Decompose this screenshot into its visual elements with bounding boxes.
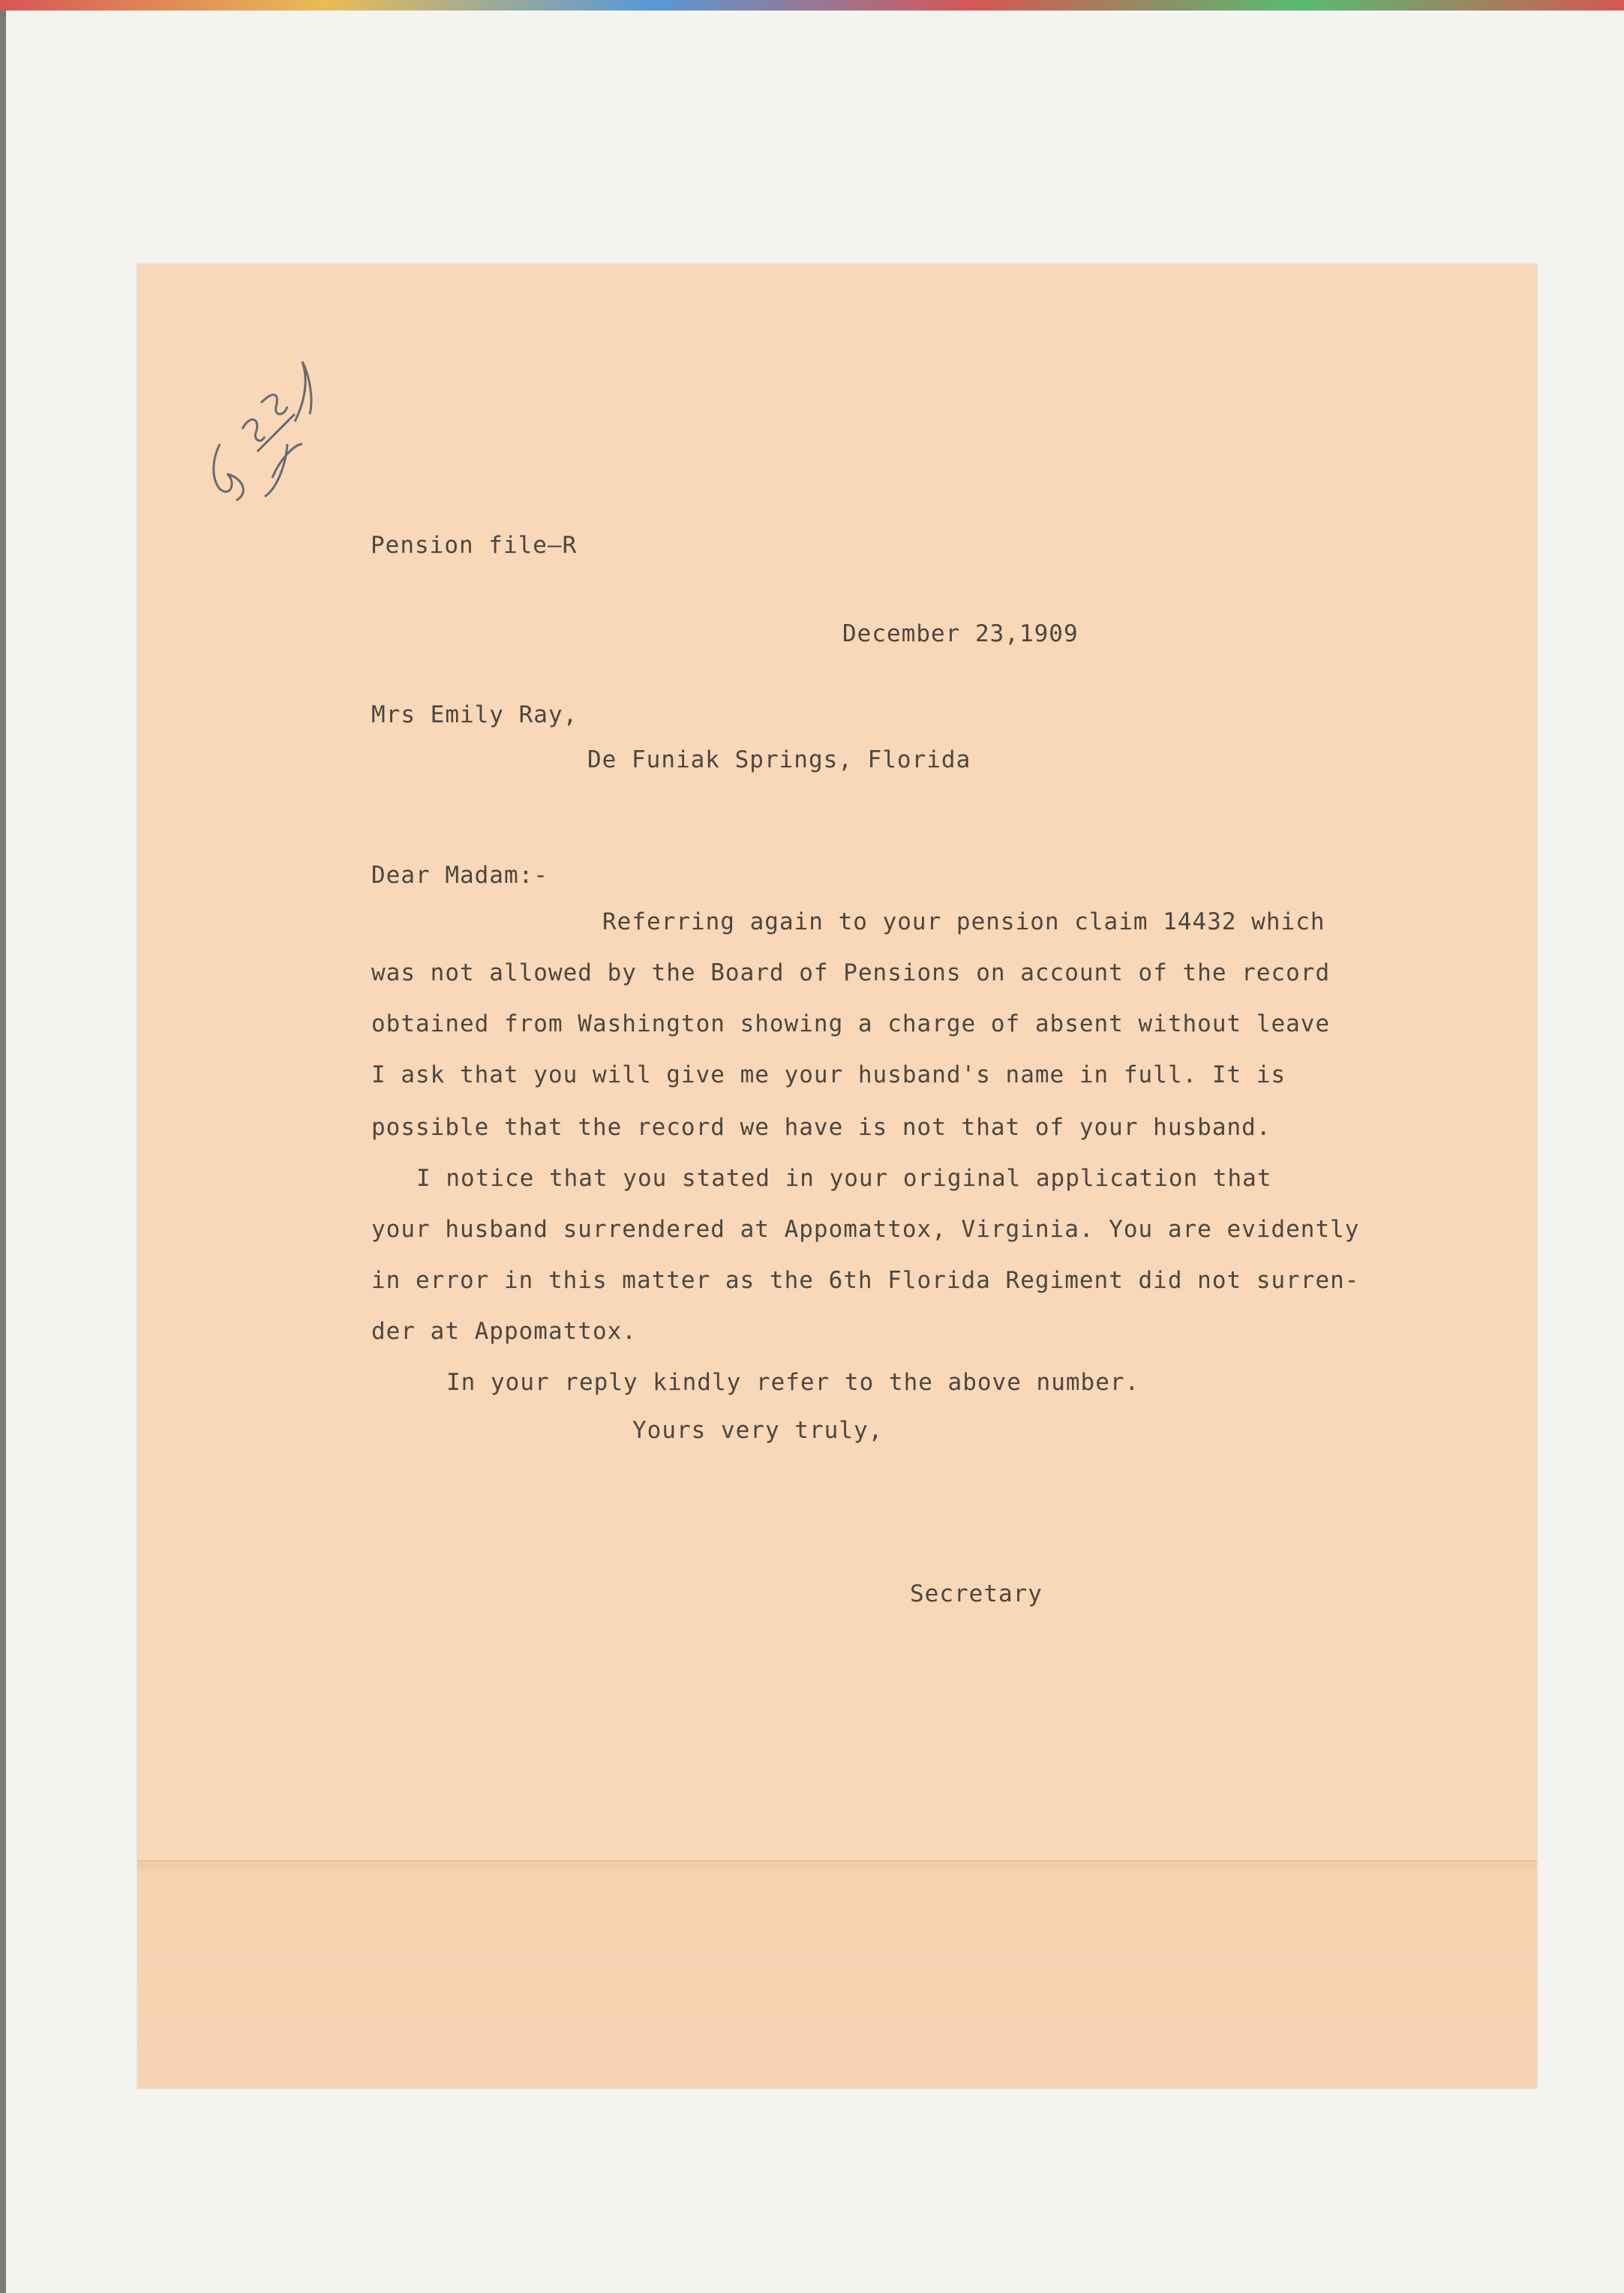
letter-date: December 23,1909 xyxy=(842,620,1079,647)
scan-edge-top xyxy=(0,0,1624,11)
body-line: I notice that you stated in your original application that xyxy=(416,1165,1272,1192)
body-line: der at Appomattox. xyxy=(371,1318,637,1345)
file-reference: Pension file—R xyxy=(371,532,578,559)
body-line: In your reply kindly refer to the above number. xyxy=(446,1369,1140,1396)
paper-fold xyxy=(137,1860,1537,2089)
body-line: was not allowed by the Board of Pensions on account of the record xyxy=(371,959,1331,986)
addressee-place: De Funiak Springs, Florida xyxy=(587,746,971,773)
scan-edge-left xyxy=(0,11,6,2293)
addressee-name: Mrs Emily Ray, xyxy=(371,701,578,728)
letter-page xyxy=(137,264,1537,2088)
body-line: Referring again to your pension claim 14432 which xyxy=(602,908,1325,935)
body-line: obtained from Washington showing a charge of absent without leave xyxy=(371,1010,1331,1037)
salutation: Dear Madam:- xyxy=(371,862,548,889)
body-line: your husband surrendered at Appomattox, Virginia. You are evidently xyxy=(371,1216,1360,1243)
body-line: in error in this matter as the 6th Florida Regiment did not surren- xyxy=(371,1267,1360,1294)
closing: Yours very truly, xyxy=(632,1417,884,1444)
body-line: possible that the record we have is not that of your husband. xyxy=(371,1114,1271,1141)
handwritten-margin-note xyxy=(190,332,317,504)
signature-title: Secretary xyxy=(910,1580,1043,1607)
body-line: I ask that you will give me your husband's name in full. It is xyxy=(371,1061,1286,1088)
